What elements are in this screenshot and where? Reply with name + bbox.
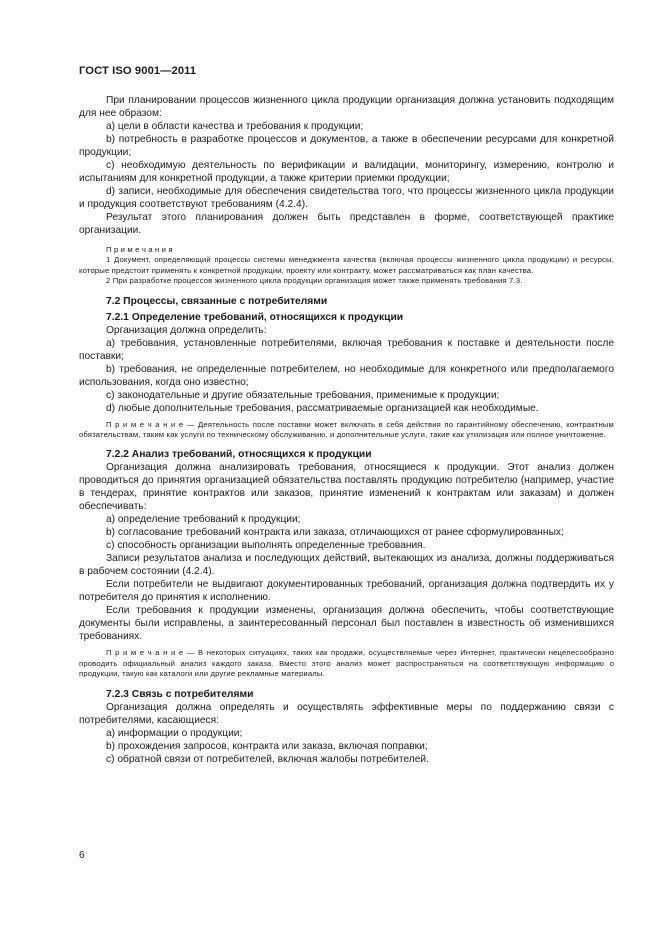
s722-records: Записи результатов анализа и последующих действий, вытекающих из анализа, должны поддерживаться в рабочем состоянии (4.2.4). [79, 553, 614, 578]
note-2: 2 При разработке процессов жизненного цикла продукции организация может также применять требования 7.3. [106, 276, 523, 286]
s723-item-a: a) информации о продукции; [106, 727, 243, 739]
s722-note: П р и м е ч а н и е — В некоторых ситуациях, таких как продажи, осуществляемые через Интернет, практически нецелесообразно проводить официальный анализ каждого заказа. Вместо этого анализ может распространяться на соответствующую информацию о продукции, такую как каталоги или другие рекламные материалы. [79, 648, 614, 679]
s721-item-b: b) требования, не определенные потребителем, но необходимые для конкретного или предполагаемого использования, когда оно известно; [79, 363, 614, 388]
s722-item-a: a) определение требований к продукции; [106, 514, 301, 526]
s721-item-c: c) законодательные и другие обязательные требования, применимые к продукции; [106, 389, 500, 401]
section-7-2-2-title: 7.2.2 Анализ требований, относящихся к продукции [106, 449, 372, 461]
section-7-2-3-title: 7.2.3 Связь с потребителями [106, 688, 254, 700]
section-7-2-title: 7.2 Процессы, связанные с потребителями [106, 295, 328, 307]
s721-intro: Организация должна определить: [106, 324, 267, 336]
standard-header: ГОСТ ISO 9001—2011 [79, 65, 197, 77]
page-content [79, 94, 614, 766]
planning-item-b: b) потребность в разработке процессов и документов, а также в обеспечении ресурсами для конкретной продукции; [79, 134, 614, 158]
s722-item-c: c) способность организации выполнять определенные требования. [106, 540, 426, 552]
s722-undocumented: Если потребители не выдвигают документированных требований, организация должна подтвердить их у потребителя до принятия к исполнению. [79, 579, 614, 604]
s721-item-a: a) требования, установленные потребителями, включая требования к поставке и деятельности после поставки; [79, 337, 614, 362]
planning-result: Результат этого планирования должен быть представлен в форме, соответствующей практике организации. [79, 212, 614, 236]
planning-item-d: d) записи, необходимые для обеспечения свидетельства того, что процессы жизненного цикла продукции и продукция соответствуют требованиям (4.2.4). [79, 186, 614, 210]
s722-item-b: b) согласование требований контракта или заказа, отличающихся от ранее сформулированных; [106, 527, 564, 539]
s723-item-b: b) прохождения запросов, контракта или заказа, включая поправки; [106, 740, 428, 752]
planning-item-a: a) цели в области качества и требования к продукции; [106, 121, 364, 132]
section-7-2-1-title: 7.2.1 Определение требований, относящихся к продукции [106, 311, 404, 323]
s721-note: П р и м е ч а н и е — Деятельность после поставки может включать в себя действия по гарантийному обеспечению, контрактным обязательствам, таким как услуги по техническому обслуживанию, и дополнительные услуги, такие как утилизация или полное уничтожение. [79, 419, 614, 440]
s723-item-c: c) обратной связи от потребителей, включая жалобы потребителей. [106, 753, 429, 765]
s723-intro: Организация должна определять и осуществлять эффективные меры по поддержанию связи с потребителями, касающиеся: [79, 701, 614, 726]
planning-intro: При планировании процессов жизненного цикла продукции организация должна установить подходящим для нее образом: [79, 95, 614, 119]
page-number: 6 [79, 850, 85, 861]
planning-item-c: c) необходимую деятельность по верификации и валидации, мониторингу, измерению, контролю и испытаниям для конкретной продукции, а также критерии приемки продукции; [79, 160, 614, 184]
s722-intro: Организация должна анализировать требования, относящиеся к продукции. Этот анализ должен проводиться до принятия организацией обязательства поставлять продукцию потребителю (например, участие в тендерах, принятие контрактов или заказов, принятие изменений к контрактам или заказам) и должен обеспечивать: [79, 462, 614, 513]
s721-item-d: d) любые дополнительные требования, рассматриваемые организацией как необходимые. [106, 402, 539, 414]
notes-title: П р и м е ч а н и я [106, 245, 173, 254]
s722-changes: Если требования к продукции изменены, организация должна обеспечить, чтобы соответствующие документы были исправлены, а заинтересованный персонал был поставлен в известность об изменившихся требованиях. [79, 605, 614, 643]
note-1: 1 Документ, определяющий процессы системы менеджмента качества (включая процессы жизненного цикла продукции) и ресурсы, которые предстоит применять к конкретной продукции, проекту или контракту, может рассматриваться как план качества. [79, 255, 614, 275]
